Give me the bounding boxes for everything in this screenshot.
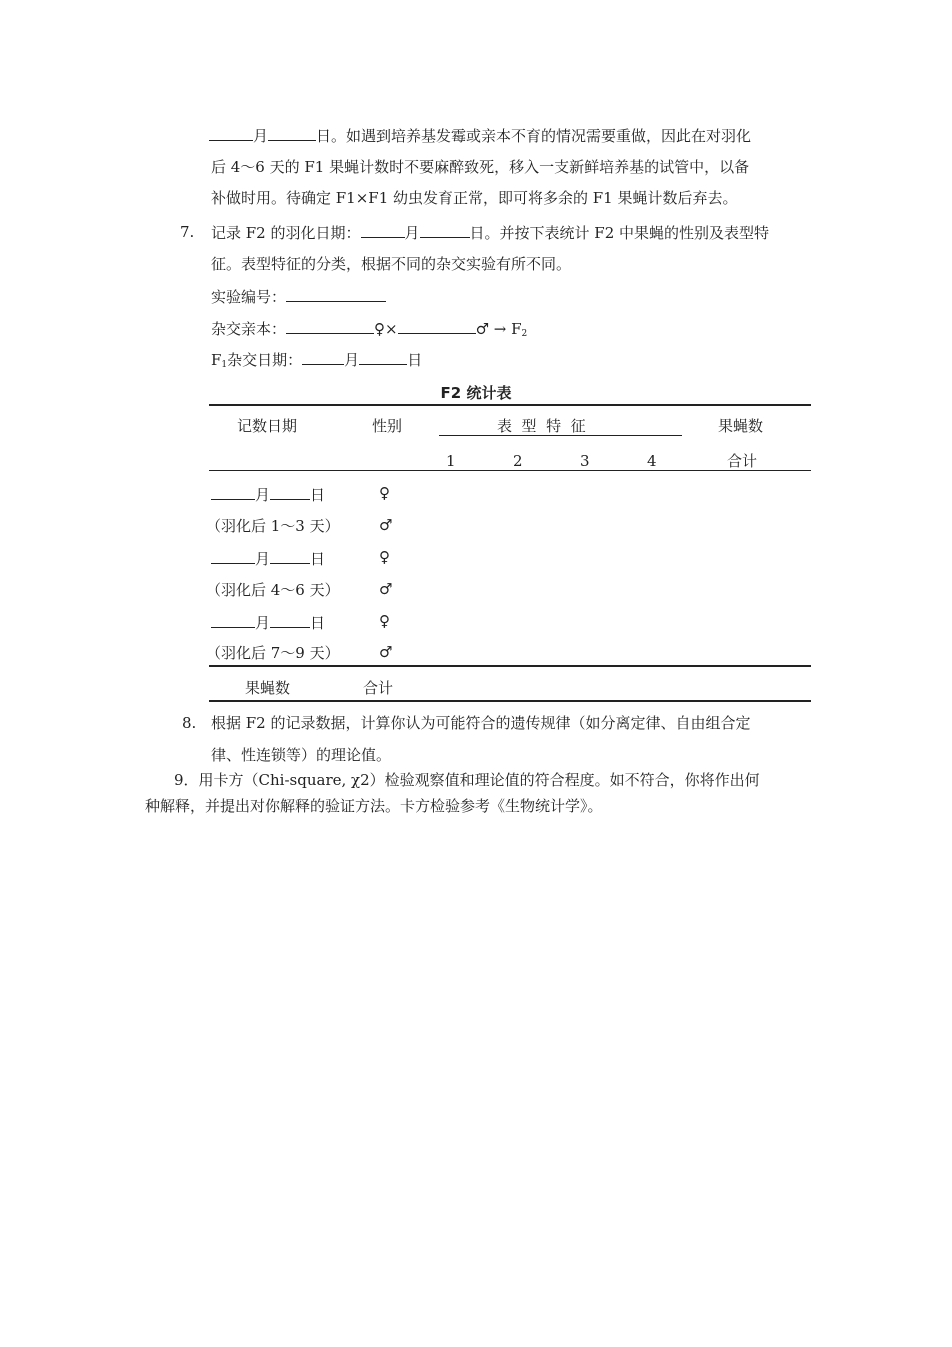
- cross-line: [211, 318, 527, 344]
- month-label: 月: [255, 486, 271, 504]
- table-body-rule: [209, 665, 811, 667]
- blank-day: [270, 612, 310, 628]
- female-symbol: ♀: [379, 548, 390, 566]
- footer-total: 合计: [363, 679, 394, 697]
- f1-date-label: 杂交日期：: [227, 351, 303, 369]
- month-label: 月: [253, 127, 269, 145]
- female-times: ♀×: [374, 320, 398, 338]
- header-phenotype: 表 型 特 征: [497, 417, 586, 435]
- item9-line2: 种解释，并提出对你解释的验证方法。卡方检验参考《生物统计学》。: [145, 797, 603, 815]
- exp-no-label: 实验编号：: [211, 288, 287, 306]
- row-date-3: [211, 612, 325, 633]
- blank-month: [209, 125, 253, 141]
- table-top-rule: [209, 404, 811, 406]
- item7-line1: [211, 222, 769, 243]
- day-label: 日: [310, 550, 326, 568]
- f1-subscript: 1: [221, 360, 228, 370]
- para-top-line1: [209, 125, 751, 146]
- f1-f: F: [211, 351, 222, 369]
- blank-day: [359, 349, 407, 365]
- row-range-1: （羽化后 1～3 天）: [206, 517, 340, 535]
- phenotype-underline: [439, 435, 682, 436]
- para-top-line2: 后 4～6 天的 F1 果蝇计数时不要麻醉致死，移入一支新鲜培养基的试管中，以备: [211, 158, 750, 176]
- item7-text-b: 日。并按下表统计 F2 中果蝇的性别及表型特: [469, 224, 770, 242]
- blank-month: [211, 612, 255, 628]
- blank-month: [361, 222, 405, 238]
- f1-date-line: [211, 349, 422, 375]
- female-symbol: ♀: [379, 612, 390, 630]
- item7-number: 7.: [180, 223, 195, 241]
- male-symbol: ♂: [379, 516, 393, 534]
- item9-line1: 9．用卡方（Chi-square, χ2）检验观察值和理论值的符合程度。如不符合，你将作出何: [174, 771, 760, 789]
- day-label: 日: [407, 351, 423, 369]
- table-header-rule: [209, 470, 811, 471]
- item7-line2: 征。表型特征的分类，根据不同的杂交实验有所不同。: [211, 255, 572, 273]
- para-text: 日。如遇到培养基发霉或亲本不育的情况需要重做，因此在对羽化: [316, 127, 752, 145]
- row-range-2: （羽化后 4～6 天）: [206, 581, 340, 599]
- item8-line1: 根据 F2 的记录数据，计算你认为可能符合的遗传规律（如分离定律、自由组合定: [211, 714, 751, 732]
- footer-count: 果蝇数: [245, 679, 291, 697]
- blank-month: [211, 484, 255, 500]
- month-label: 月: [255, 614, 271, 632]
- row-range-3: （羽化后 7～9 天）: [206, 644, 340, 662]
- pheno-col-4: 4: [647, 452, 657, 470]
- exp-no-line: [211, 286, 386, 307]
- table-bottom-rule: [209, 700, 811, 702]
- month-label: 月: [344, 351, 360, 369]
- f2-subscript: 2: [521, 329, 528, 339]
- row-date-1: [211, 484, 325, 505]
- item8-line2: 律、性连锁等）的理论值。: [211, 746, 392, 764]
- male-arrow-f2: ♂ → F: [475, 320, 522, 338]
- header-sex: 性别: [372, 417, 403, 435]
- item8-number: 8.: [182, 714, 197, 732]
- month-label: 月: [255, 550, 271, 568]
- pheno-col-1: 1: [446, 452, 456, 470]
- blank-month: [211, 548, 255, 564]
- blank-male-parent: [398, 318, 476, 334]
- blank-day: [420, 222, 470, 238]
- blank-exp-no: [286, 286, 386, 302]
- pheno-col-2: 2: [513, 452, 523, 470]
- blank-month: [302, 349, 344, 365]
- row-date-2: [211, 548, 325, 569]
- header-total: 合计: [727, 452, 758, 470]
- male-symbol: ♂: [379, 643, 393, 661]
- month-label: 月: [404, 224, 420, 242]
- day-label: 日: [310, 614, 326, 632]
- male-symbol: ♂: [379, 580, 393, 598]
- header-date: 记数日期: [237, 417, 298, 435]
- day-label: 日: [310, 486, 326, 504]
- pheno-col-3: 3: [580, 452, 590, 470]
- blank-day: [270, 548, 310, 564]
- blank-female-parent: [286, 318, 374, 334]
- female-symbol: ♀: [379, 484, 390, 502]
- para-top-line3: 补做时用。待确定 F1×F1 幼虫发育正常，即可将多余的 F1 果蝇计数后弃去。: [211, 189, 738, 207]
- blank-day: [268, 125, 316, 141]
- blank-day: [270, 484, 310, 500]
- table-title: F2 统计表: [440, 384, 512, 402]
- cross-label: 杂交亲本：: [211, 320, 287, 338]
- header-count: 果蝇数: [718, 417, 764, 435]
- item7-text-a: 记录 F2 的羽化日期：: [211, 224, 361, 242]
